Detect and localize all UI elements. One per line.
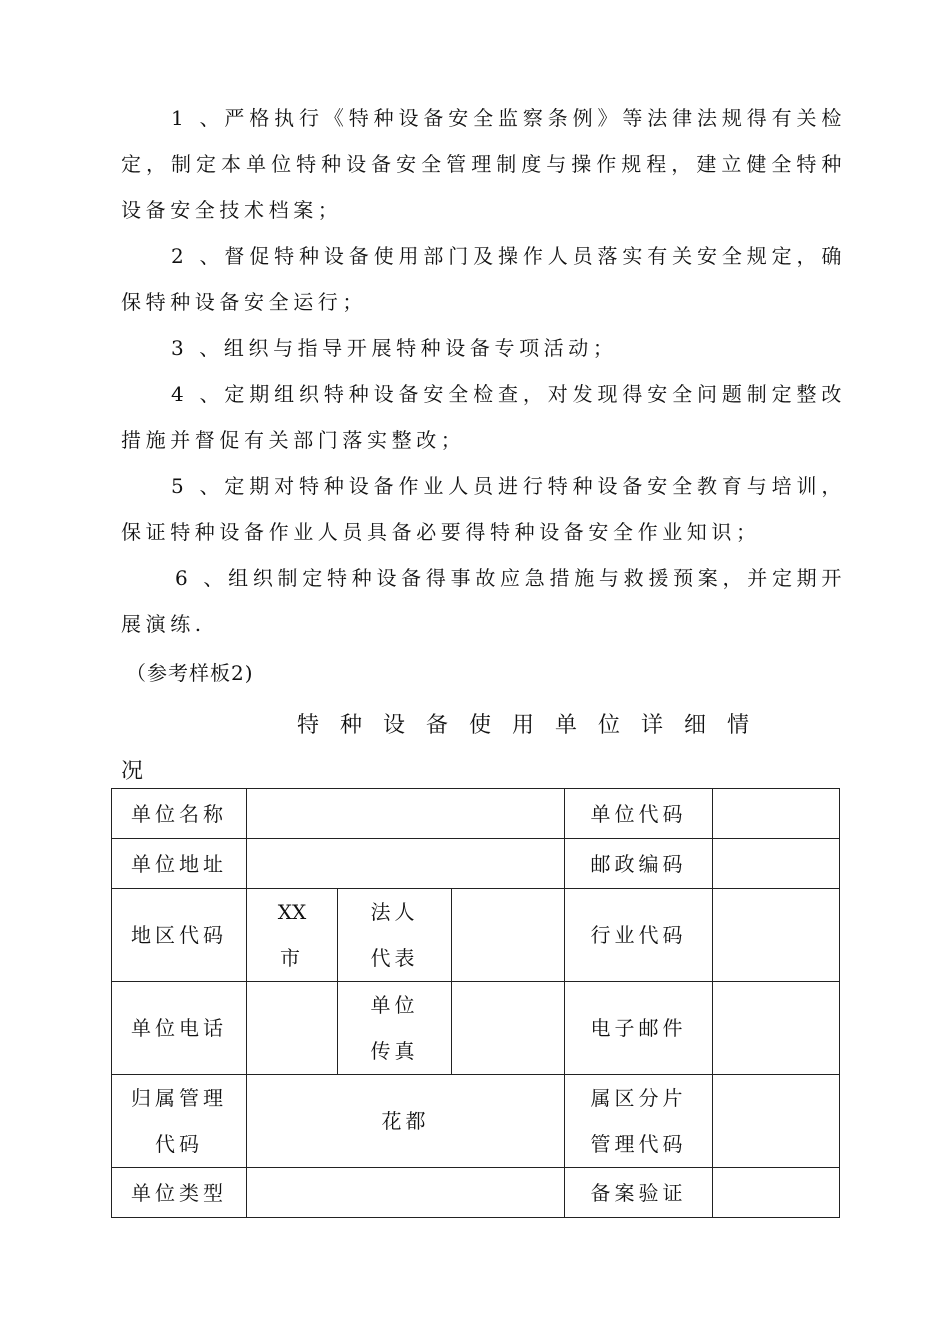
industry-code-field[interactable] bbox=[713, 889, 840, 982]
table-row bbox=[112, 789, 840, 839]
district-code-label-line-2: 管理代码 bbox=[590, 1132, 687, 1156]
legal-rep-label bbox=[338, 889, 452, 982]
unit-type-field[interactable] bbox=[247, 1168, 565, 1218]
legal-rep-field[interactable] bbox=[452, 889, 565, 982]
unit-phone-label: 单位电话 bbox=[112, 982, 247, 1075]
paragraph-3 bbox=[121, 325, 846, 371]
district-code-field[interactable] bbox=[713, 1075, 840, 1168]
table-row bbox=[112, 889, 840, 982]
mgmt-code-field[interactable]: 花都 bbox=[247, 1075, 565, 1168]
table-title-line-2: 况 bbox=[121, 759, 144, 784]
unit-fax-field[interactable] bbox=[452, 982, 565, 1075]
unit-name-field[interactable] bbox=[247, 789, 565, 839]
mgmt-code-label bbox=[112, 1075, 247, 1168]
paragraph-5-text: 5 、定期对特种设备作业人员进行特种设备安全教育与培训，保证特种设备作业人员具备必要得特种设备安全作业知识； bbox=[121, 474, 846, 544]
table-row bbox=[112, 839, 840, 889]
filing-field[interactable] bbox=[713, 1168, 840, 1218]
region-code-value-line-2: 市 bbox=[280, 946, 304, 970]
region-code-label: 地区代码 bbox=[112, 889, 247, 982]
unit-address-field[interactable] bbox=[247, 839, 565, 889]
unit-code-label: 单位代码 bbox=[565, 789, 713, 839]
unit-address-label: 单位地址 bbox=[112, 839, 247, 889]
paragraph-6 bbox=[121, 555, 846, 647]
mgmt-code-label-line-1: 归属管理 bbox=[131, 1086, 227, 1110]
postal-code-label: 邮政编码 bbox=[565, 839, 713, 889]
district-code-label-line-1: 属区分片 bbox=[590, 1086, 687, 1110]
postal-code-field[interactable] bbox=[713, 839, 840, 889]
paragraph-2 bbox=[121, 233, 846, 325]
table-row bbox=[112, 1168, 840, 1218]
table-row bbox=[112, 1075, 840, 1168]
paragraph-5 bbox=[121, 463, 846, 555]
paragraph-1-text: 1 、严格执行《特种设备安全监察条例》等法律法规得有关检定，制定本单位特种设备安全管理制度与操作规程，建立健全特种设备安全技术档案； bbox=[121, 106, 846, 222]
unit-code-field[interactable] bbox=[713, 789, 840, 839]
region-code-value-line-1: XX bbox=[277, 900, 307, 924]
unit-phone-field[interactable] bbox=[247, 982, 338, 1075]
paragraph-6-text: 6 、组织制定特种设备得事故应急措施与救援预案，并定期开展演练. bbox=[121, 566, 846, 636]
legal-rep-label-line-2: 代表 bbox=[370, 946, 419, 970]
filing-label: 备案验证 bbox=[565, 1168, 713, 1218]
unit-fax-label-line-2: 传真 bbox=[370, 1039, 419, 1063]
industry-code-label: 行业代码 bbox=[565, 889, 713, 982]
district-code-label bbox=[565, 1075, 713, 1168]
email-label: 电子邮件 bbox=[565, 982, 713, 1075]
unit-info-table bbox=[111, 788, 840, 1218]
table-title bbox=[121, 703, 846, 795]
paragraph-2-text: 2 、督促特种设备使用部门及操作人员落实有关安全规定，确保特种设备安全运行； bbox=[121, 244, 846, 314]
paragraph-4-text: 4 、定期组织特种设备安全检查，对发现得安全问题制定整改措施并督促有关部门落实整改； bbox=[121, 382, 846, 452]
unit-type-label: 单位类型 bbox=[112, 1168, 247, 1218]
unit-fax-label bbox=[338, 982, 452, 1075]
legal-rep-label-line-1: 法人 bbox=[370, 900, 419, 924]
paragraph-4 bbox=[121, 371, 846, 463]
paragraph-1 bbox=[121, 95, 846, 233]
unit-name-label: 单位名称 bbox=[112, 789, 247, 839]
reference-label: （参考样板2) bbox=[126, 661, 254, 685]
unit-fax-label-line-1: 单位 bbox=[370, 993, 419, 1017]
table-title-line-1: 特种设备使用单位详细情 bbox=[297, 713, 771, 738]
mgmt-code-label-line-2: 代码 bbox=[155, 1132, 203, 1156]
region-code-field[interactable] bbox=[247, 889, 338, 982]
table-row bbox=[112, 982, 840, 1075]
paragraph-3-text: 3 、组织与指导开展特种设备专项活动； bbox=[171, 336, 618, 360]
email-field[interactable] bbox=[713, 982, 840, 1075]
